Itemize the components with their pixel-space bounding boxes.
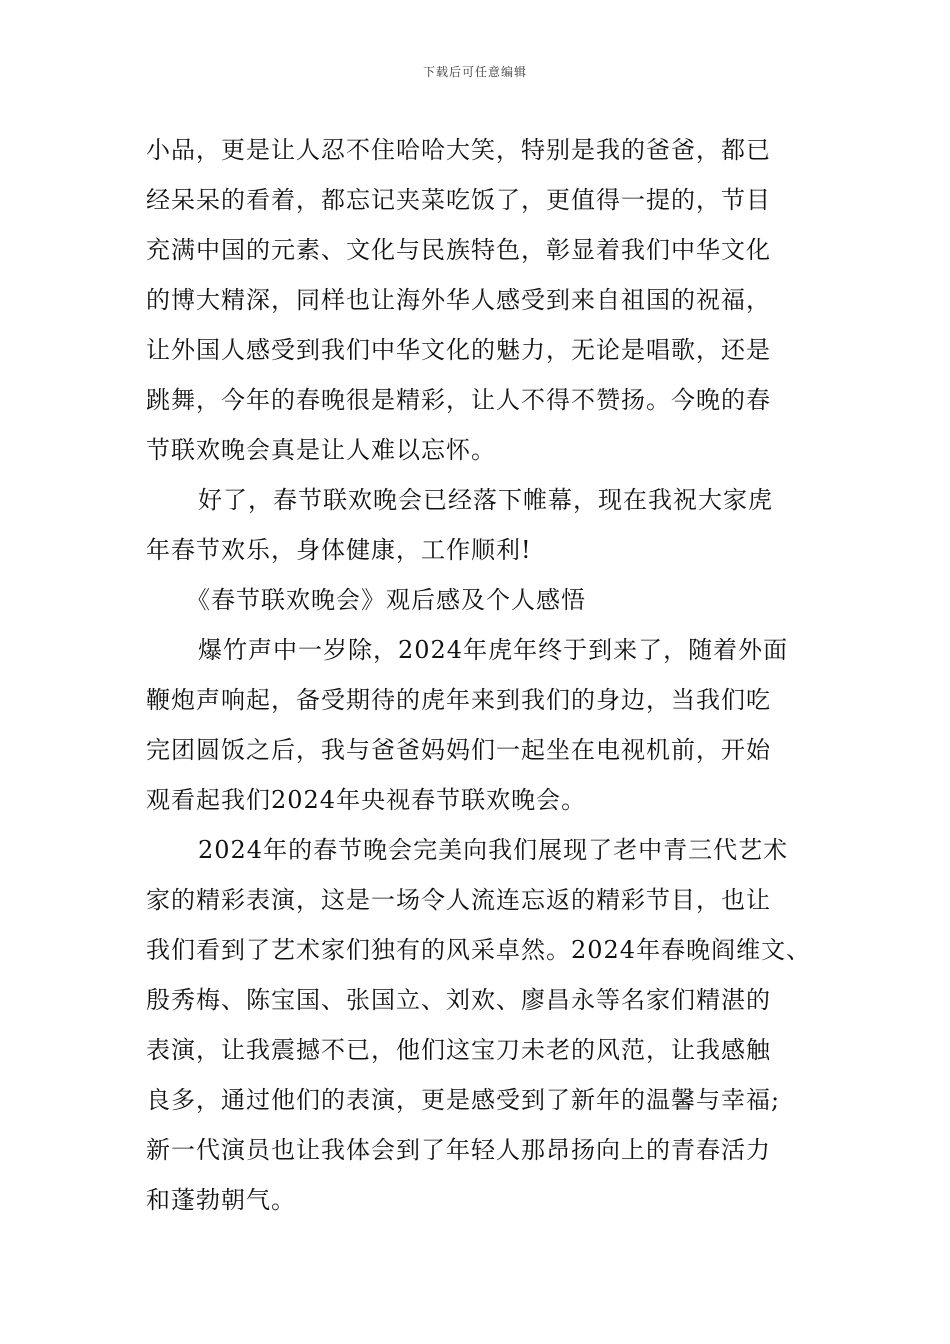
text-line: 2024年的春节晚会完美向我们展现了老中青三代艺术	[198, 836, 789, 864]
page-header: 下载后可任意编辑	[422, 65, 527, 79]
text-line: 好了，春节联欢晚会已经落下帷幕，现在我祝大家虎	[198, 486, 773, 514]
text-line: 让外国人感受到我们中华文化的魅力，无论是唱歌，还是	[146, 336, 771, 364]
text-line: 殷秀梅、陈宝国、张国立、刘欢、廖昌永等名家们精湛的	[146, 986, 771, 1014]
text-line: 家的精彩表演，这是一场令人流连忘返的精彩节目，也让	[146, 886, 771, 914]
text-line: 的博大精深，同样也让海外华人感受到来自祖国的祝福，	[146, 286, 771, 314]
document-body	[146, 125, 826, 1225]
text-line: 经呆呆的看着，都忘记夹菜吃饭了，更值得一提的，节目	[146, 186, 771, 214]
text-line: 鞭炮声响起，备受期待的虎年来到我们的身边，当我们吃	[146, 686, 771, 714]
text-line: 和蓬勃朝气。	[146, 1186, 296, 1214]
text-line: 新一代演员也让我体会到了年轻人那昂扬向上的青春活力	[146, 1136, 771, 1164]
text-line: 节联欢晚会真是让人难以忘怀。	[146, 436, 496, 464]
text-line: 爆竹声中一岁除，2024年虎年终于到来了，随着外面	[198, 636, 789, 664]
text-line: 小品，更是让人忍不住哈哈大笑，特别是我的爸爸，都已	[146, 136, 771, 164]
section-title: 《春节联欢晚会》观后感及个人感悟	[186, 586, 586, 614]
text-line: 表演，让我震撼不已，他们这宝刀未老的风范，让我感触	[146, 1036, 771, 1064]
text-line: 跳舞，今年的春晚很是精彩，让人不得不赞扬。今晚的春	[146, 386, 771, 414]
text-line: 观看起我们2024年央视春节联欢晚会。	[146, 786, 587, 814]
text-line: 年春节欢乐，身体健康，工作顺利!	[146, 536, 532, 564]
text-line: 充满中国的元素、文化与民族特色，彰显着我们中华文化	[146, 236, 771, 264]
text-line: 完团圆饭之后，我与爸爸妈妈们一起坐在电视机前，开始	[146, 736, 771, 764]
text-line: 我们看到了艺术家们独有的风采卓然。2024年春晚阎维文、	[146, 936, 812, 964]
text-line: 良多，通过他们的表演，更是感受到了新年的温馨与幸福;	[146, 1086, 781, 1114]
